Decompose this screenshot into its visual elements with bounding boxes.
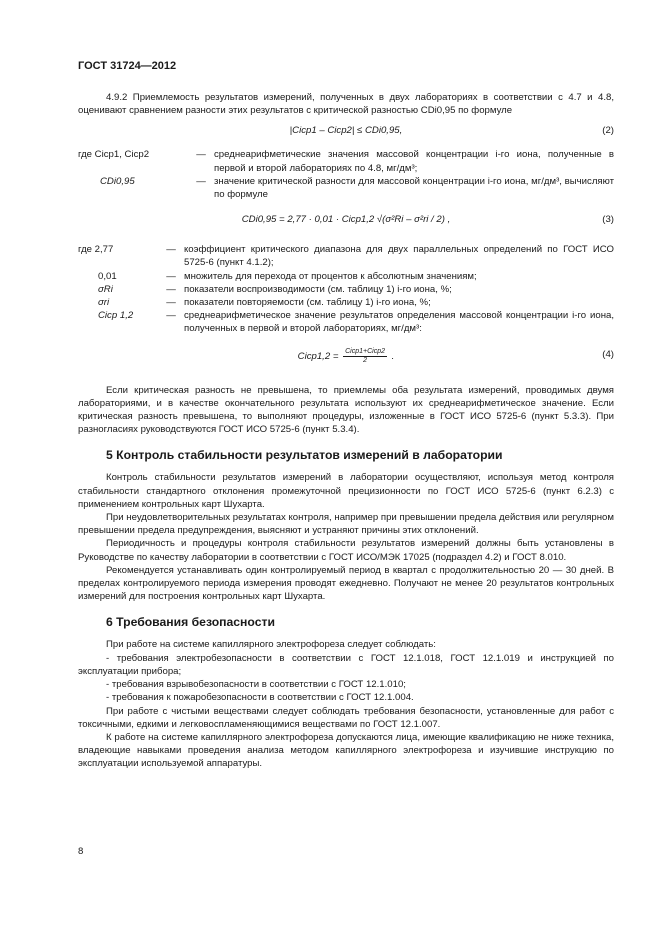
definition-symbol: σRi: [98, 283, 113, 295]
formula-4: [78, 348, 614, 370]
document-body: [78, 91, 614, 771]
definition-text: коэффициент критического диапазона для двух параллельных определений по ГОСТ ИСО 5725-6 (пункт 4.1.2);: [184, 244, 614, 269]
formula-4-denominator: 2: [363, 356, 367, 364]
definition-text: среднеарифметические значения массовой концентрации i-го иона, полученные в первой и второй лабораториях по 4.8, мг/дм³;: [214, 149, 614, 174]
formula-4-numerator: Cicp1+Cicp2: [345, 347, 385, 355]
formula-2-expression: |Cicp1 – Cicp2| ≤ CDi0,95,: [289, 125, 403, 137]
definition-row: [78, 296, 614, 309]
formula-4-fraction: [343, 348, 387, 365]
definition-row: [78, 175, 614, 201]
formula-4-number: (4): [602, 348, 614, 360]
formula-3-expression: CDi0,95 = 2,77 · 0,01 · Cicp1,2 √(σ²Ri – σ²ri / 2) ,: [241, 214, 451, 226]
para-critical-difference: Если критическая разность не превышена, то приемлемы оба результата измерений, проводимых двумя лабораториями, и в качестве окончательного результата используют их среднеарифметическое значение. Если критическая разность превышена, то выполняют процедуры, изложенные в ГОСТ ИСО 5725-6 (пункт 5.3.3). При разногласиях руководствуются ГОСТ ИСО 5725-6 (пункт 5.3.4).: [78, 384, 614, 436]
definition-dash: —: [196, 149, 206, 161]
formula-3: [78, 213, 614, 231]
definitions-formula-2: [78, 148, 614, 201]
section-6-list-item: - требования взрывобезопасности в соответствии с ГОСТ 12.1.010;: [106, 679, 406, 691]
definition-symbol: где Cicp1, Cicp2: [78, 149, 150, 161]
section-6-title: 6 Требования безопасности: [106, 615, 275, 630]
section-6-para: К работе на системе капиллярного электрофореза допускаются лица, имеющие квалификацию не ниже техника, владеющие навыками проведения анализа методом капиллярного электрофореза и изучившие инструкцию по эксплуатации используемой аппаратуры.: [78, 731, 614, 770]
definition-row: [78, 148, 614, 174]
formula-3-number: (3): [602, 214, 614, 226]
section-5-para: При неудовлетворительных результатах контроля, например при превышении предела действия или регулярном превышении предела предупреждения, выясняют и устраняют причины этих отклонений.: [78, 512, 614, 537]
definition-dash: —: [166, 244, 176, 256]
definition-row: [78, 309, 614, 335]
section-5-para: Периодичность и процедуры контроля стабильности результатов измерений должны быть установлены в Руководстве по качеству лаборатории в соответствии с ГОСТ ИСО/МЭК 17025 (подраздел 4.2) и ГОСТ 8.010.: [78, 538, 614, 563]
formula-2: [78, 124, 614, 142]
definition-symbol: σri: [98, 297, 110, 309]
definition-symbol: 0,01: [98, 270, 117, 282]
definitions-formula-3: [78, 243, 614, 335]
section-5-title: 5 Контроль стабильности результатов измерений в лаборатории: [106, 448, 503, 463]
section-6-list-item: - требования к пожаробезопасности в соответствии с ГОСТ 12.1.004.: [106, 692, 414, 704]
definition-text: множитель для перехода от процентов к абсолютным значениям;: [184, 270, 477, 282]
definition-dash: —: [166, 283, 176, 295]
definition-row: [78, 243, 614, 269]
section-5-para: Контроль стабильности результатов измерений в лаборатории осуществляют, используя метод контроля стабильности стандартного отклонения промежуточной прецизионности по ГОСТ ИСО 5725-6 (пункт 6.2.3) с применением контрольных карт Шухарта.: [78, 472, 614, 510]
section-6-list-item: - требования электробезопасности в соответствии с ГОСТ 12.1.018, ГОСТ 12.1.019 и инструкцией по эксплуатации прибора;: [78, 652, 614, 677]
definition-dash: —: [196, 175, 206, 187]
page-number: 8: [78, 846, 84, 857]
definition-text: показатели воспроизводимости (см. таблицу 1) i-го иона, %;: [184, 283, 452, 295]
definition-row: [78, 283, 614, 296]
formula-2-number: (2): [602, 125, 614, 137]
definition-symbol: Cicp 1,2: [98, 310, 134, 322]
definition-dash: —: [166, 270, 176, 282]
definition-lead: где 2,77: [78, 244, 114, 256]
definition-text: среднеарифметическое значение результатов определения массовой концентрации i-го иона, полученных в первой и второй лабораториях, мг/дм³:: [184, 310, 614, 335]
section-6-para: При работе с чистыми веществами следует соблюдать требования безопасности, установленные для работ с токсичными, едкими и легковоспламеняющимися веществами по ГОСТ 12.1.007.: [78, 705, 614, 730]
section-6-para: При работе на системе капиллярного электрофореза следует соблюдать:: [106, 639, 436, 651]
definition-dash: —: [166, 297, 176, 309]
formula-4-expression: Cicp1,2 = $\frac{\text{Cicp1+Cicp2}}{2}$ .: [297, 347, 395, 364]
formula-4-left: Cicp1,2 =: [297, 350, 339, 362]
definition-text: значение критической разности для массовой концентрации i-го иона, мг/дм³, вычисляют по формуле: [214, 175, 614, 201]
definition-symbol: CDi0,95: [100, 175, 135, 187]
definition-dash: —: [166, 310, 176, 322]
definition-row: [78, 270, 614, 283]
definition-text: показатели повторяемости (см. таблицу 1) i-го иона, %;: [184, 297, 431, 309]
doc-header-code: ГОСТ 31724—2012: [78, 60, 177, 72]
para-4-9-2: 4.9.2 Приемлемость результатов измерений, полученных в двух лабораториях в соответствии с 4.7 и 4.8, оценивают сравнением разности этих результатов с критической разностью CDi0,95 по формуле: [78, 92, 614, 117]
section-5-para: Рекомендуется устанавливать один контролируемый период в квартал с продолжительностью 20 — 30 дней. В пределах контролируемого периода измерения проводят ежедневно. Получают не менее 20 результатов контрольных измерений для построения контрольных карт Шухарта.: [78, 564, 614, 603]
